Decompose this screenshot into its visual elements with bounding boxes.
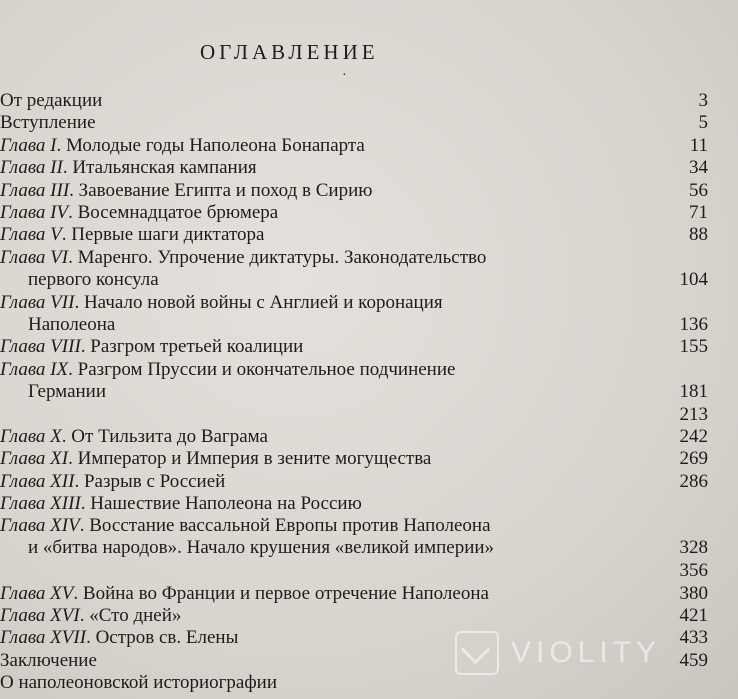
watermark bbox=[455, 630, 725, 676]
page-number: 34 bbox=[689, 157, 708, 179]
page-number: 155 bbox=[679, 336, 708, 358]
toc-row bbox=[0, 493, 738, 515]
toc-entry bbox=[0, 359, 455, 403]
toc-entry bbox=[0, 471, 225, 493]
chapter-title-continuation: первого консула bbox=[28, 268, 159, 290]
chapter-label: Глава I bbox=[0, 134, 57, 156]
chapter-title-continuation: Германии bbox=[28, 380, 107, 402]
toc-entry bbox=[0, 157, 257, 179]
toc-row bbox=[0, 583, 738, 605]
toc-entry bbox=[0, 135, 365, 157]
chapter-title: Заключение bbox=[0, 649, 97, 671]
toc-entry bbox=[0, 202, 278, 224]
chapter-title-continuation: Наполеона bbox=[28, 313, 116, 335]
toc-entry bbox=[0, 627, 238, 649]
page-number: 88 bbox=[689, 224, 708, 246]
chapter-title: . Восемнадцатое брюмера bbox=[68, 201, 279, 223]
watermark-text: VIOLITY bbox=[511, 636, 662, 669]
toc-entry bbox=[0, 292, 443, 336]
page-number: 11 bbox=[689, 134, 708, 156]
toc-row bbox=[0, 471, 738, 493]
toc-row bbox=[0, 247, 738, 292]
chapter-label: Глава XIV bbox=[0, 515, 80, 537]
toc-row bbox=[0, 292, 738, 337]
chapter-label: Глава X bbox=[0, 425, 62, 447]
toc-row bbox=[0, 336, 738, 358]
chapter-label: Глава XVII bbox=[0, 627, 87, 649]
chapter-title: . Император и Империя в зените могущества bbox=[68, 448, 432, 470]
chapter-title: От редакции bbox=[0, 90, 103, 111]
ornament-dot: · bbox=[342, 68, 347, 83]
chapter-label: Глава V bbox=[0, 224, 62, 246]
toc-row bbox=[0, 359, 738, 404]
chapter-label: Глава XI bbox=[0, 448, 69, 470]
page-number: 421 bbox=[679, 605, 708, 627]
page-number: 3 bbox=[698, 90, 708, 111]
toc-entry bbox=[0, 583, 489, 605]
toc-entry bbox=[0, 426, 268, 448]
chapter-label: Глава XVI bbox=[0, 605, 80, 627]
page-number: 213 bbox=[679, 403, 708, 425]
page-number: 433 bbox=[679, 627, 708, 649]
toc-entry bbox=[0, 515, 494, 559]
chapter-title: . Итальянская кампания bbox=[62, 157, 257, 179]
chapter-title: . Завоевание Египта и поход в Сирию bbox=[69, 179, 373, 201]
page-number: 380 bbox=[679, 582, 708, 604]
chapter-label: Глава IV bbox=[0, 201, 69, 223]
chapter-title: . Разгром третьей коалиции bbox=[80, 336, 304, 358]
chapter-title: . Остров св. Елены bbox=[86, 627, 239, 649]
chapter-label: Глава XII bbox=[0, 470, 75, 492]
page-number: 286 bbox=[679, 470, 708, 492]
chapter-title: О наполеоновской историографии bbox=[0, 672, 277, 694]
chapter-label: Глава XV bbox=[0, 582, 74, 604]
toc-entry bbox=[0, 90, 102, 112]
toc-entry bbox=[0, 180, 372, 202]
chapter-title: . Начало новой войны с Англией и коронация bbox=[74, 291, 443, 313]
chapter-label: Глава IX bbox=[0, 358, 69, 380]
chapter-title: . Война во Франции и первое отречение Наполеона bbox=[73, 582, 489, 604]
toc-row bbox=[0, 224, 738, 246]
chapter-title: . Разгром Пруссии и окончательное подчинение bbox=[68, 358, 456, 380]
chapter-title-continuation: и «битва народов». Начало крушения «великой империи» bbox=[28, 537, 495, 559]
toc-entry bbox=[0, 247, 486, 291]
toc-row bbox=[0, 90, 738, 112]
toc-row bbox=[0, 605, 738, 627]
page-number: 181 bbox=[679, 380, 708, 402]
page-number: 71 bbox=[689, 201, 708, 223]
chapter-title: . «Сто дней» bbox=[79, 605, 182, 627]
page-title: ОГЛАВЛЕНИЕ bbox=[200, 40, 379, 64]
toc-entry bbox=[0, 448, 431, 470]
toc-entry bbox=[0, 605, 181, 627]
toc-row bbox=[0, 112, 738, 134]
toc-row bbox=[0, 515, 738, 560]
toc-entry bbox=[0, 672, 277, 694]
page-number: 136 bbox=[679, 313, 708, 335]
toc-entry bbox=[0, 650, 97, 672]
page-number: 328 bbox=[679, 537, 708, 559]
page-number: 56 bbox=[689, 179, 708, 201]
violity-logo-icon bbox=[455, 631, 499, 675]
page-number: 242 bbox=[679, 425, 708, 447]
page-number: 5 bbox=[698, 112, 708, 134]
toc-entry bbox=[0, 112, 96, 134]
toc-row bbox=[0, 404, 738, 426]
toc-row bbox=[0, 560, 738, 582]
toc-row bbox=[0, 448, 738, 470]
chapter-title: Вступление bbox=[0, 112, 96, 134]
page-number: 459 bbox=[679, 649, 708, 671]
table-of-contents bbox=[0, 90, 738, 695]
chapter-title: . Маренго. Упрочение диктатуры. Законодательство bbox=[68, 246, 487, 268]
chapter-title: . Молодые годы Наполеона Бонапарта bbox=[56, 134, 365, 156]
chapter-title: . Нашествие Наполеона на Россию bbox=[80, 493, 362, 515]
toc-row bbox=[0, 180, 738, 202]
page-number: 104 bbox=[679, 268, 708, 290]
chapter-label: Глава VIII bbox=[0, 336, 81, 358]
toc-row bbox=[0, 202, 738, 224]
chapter-title: . Восстание вассальной Европы против Наполеона bbox=[79, 515, 491, 537]
page-number: 356 bbox=[679, 560, 708, 582]
toc-entry bbox=[0, 493, 362, 515]
chapter-title: . Первые шаги диктатора bbox=[61, 224, 265, 246]
toc-row bbox=[0, 157, 738, 179]
chapter-label: Глава XIII bbox=[0, 493, 81, 515]
toc-entry bbox=[0, 224, 264, 246]
chapter-label: Глава III bbox=[0, 179, 70, 201]
toc-row bbox=[0, 426, 738, 448]
chapter-label: Глава VII bbox=[0, 291, 75, 313]
chapter-label: Глава VI bbox=[0, 246, 69, 268]
chapter-title: . От Тильзита до Ваграма bbox=[61, 425, 268, 447]
toc-entry bbox=[0, 336, 303, 358]
chapter-label: Глава II bbox=[0, 157, 63, 179]
toc-row bbox=[0, 135, 738, 157]
page-number: 269 bbox=[679, 448, 708, 470]
chapter-title: . Разрыв с Россией bbox=[74, 470, 226, 492]
